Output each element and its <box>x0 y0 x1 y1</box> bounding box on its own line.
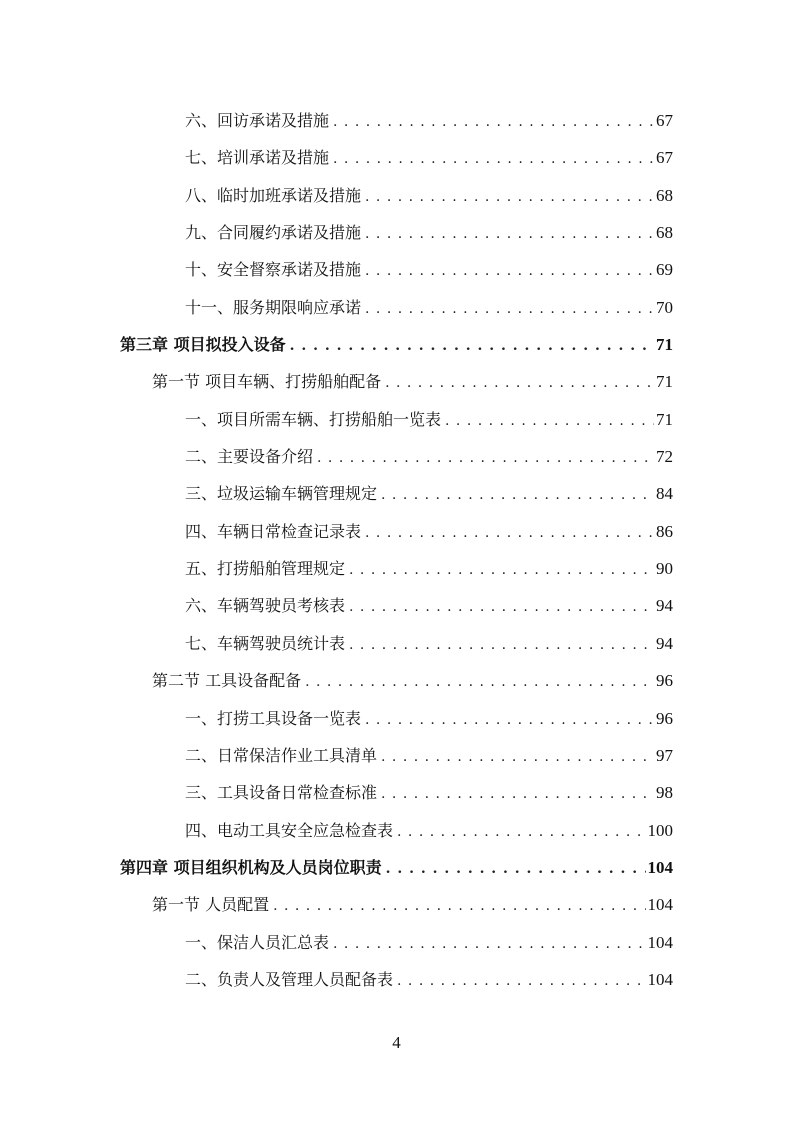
page-number: 4 <box>392 1033 401 1052</box>
toc-entry-title: 九、合同履约承诺及措施 <box>185 223 362 243</box>
toc-item-entry[interactable] <box>120 108 673 145</box>
dot-leader <box>349 599 654 615</box>
dot-leader <box>385 375 654 391</box>
toc-item-entry[interactable] <box>120 930 673 967</box>
toc-entry-page: 96 <box>656 671 673 691</box>
toc-entry-title: 二、日常保洁作业工具清单 <box>185 745 378 765</box>
dot-leader <box>445 413 654 429</box>
toc-entry-title: 八、临时加班承诺及措施 <box>185 185 362 205</box>
toc-section-entry[interactable] <box>120 892 673 929</box>
toc-entry-title: 六、回访承诺及措施 <box>185 111 330 130</box>
toc-item-entry[interactable] <box>120 556 673 593</box>
toc-entry-page: 100 <box>647 820 673 840</box>
toc-entry-title: 六、车辆驾驶员考核表 <box>185 596 346 616</box>
dot-leader <box>365 301 654 317</box>
toc-entry-title: 四、电动工具安全应急检查表 <box>185 820 394 840</box>
toc-entry-page: 94 <box>656 596 673 616</box>
dot-leader <box>365 525 654 541</box>
toc-section-entry[interactable] <box>120 369 673 406</box>
toc-entry-title: 十一、服务期限响应承诺 <box>185 297 362 317</box>
toc-entry-page: 71 <box>656 409 673 429</box>
dot-leader <box>365 712 654 728</box>
dot-leader <box>365 263 654 279</box>
toc-item-entry[interactable] <box>120 593 673 630</box>
toc-entry-page: 104 <box>647 932 673 952</box>
dot-leader <box>333 936 645 952</box>
toc-entry-page: 69 <box>656 260 673 280</box>
table-of-contents <box>120 108 673 1004</box>
toc-chapter-entry[interactable] <box>120 855 673 892</box>
toc-chapter-entry[interactable] <box>120 332 673 369</box>
dot-leader <box>317 450 654 466</box>
toc-entry-title: 七、车辆驾驶员统计表 <box>185 633 346 653</box>
toc-entry-page: 67 <box>656 111 673 130</box>
toc-item-entry[interactable] <box>120 743 673 780</box>
toc-item-entry[interactable] <box>120 183 673 220</box>
toc-entry-title: 二、主要设备介绍 <box>185 447 314 467</box>
toc-item-entry[interactable] <box>120 145 673 182</box>
dot-leader <box>365 189 654 205</box>
toc-entry-page: 104 <box>647 857 673 877</box>
dot-leader <box>349 562 654 578</box>
toc-entry-title: 四、车辆日常检查记录表 <box>185 521 362 541</box>
toc-entry-title: 五、打捞船舶管理规定 <box>185 559 346 579</box>
dot-leader <box>333 114 654 130</box>
toc-entry-page: 96 <box>656 708 673 728</box>
toc-item-entry[interactable] <box>120 967 673 1004</box>
toc-entry-title: 一、打捞工具设备一览表 <box>185 708 362 728</box>
toc-item-entry[interactable] <box>120 780 673 817</box>
toc-section-entry[interactable] <box>120 668 673 705</box>
dot-leader <box>381 487 654 503</box>
toc-item-entry[interactable] <box>120 257 673 294</box>
dot-leader <box>381 749 654 765</box>
toc-entry-title: 一、保洁人员汇总表 <box>185 932 330 952</box>
toc-item-entry[interactable] <box>120 706 673 743</box>
toc-entry-title: 第四章 项目组织机构及人员岗位职责 <box>120 857 382 877</box>
toc-item-entry[interactable] <box>120 519 673 556</box>
toc-entry-page: 70 <box>656 297 673 317</box>
toc-entry-page: 68 <box>656 185 673 205</box>
toc-entry-page: 67 <box>656 148 673 168</box>
dot-leader <box>397 973 645 989</box>
toc-item-entry[interactable] <box>120 818 673 855</box>
dot-leader <box>349 637 654 653</box>
toc-entry-page: 84 <box>656 484 673 504</box>
toc-entry-title: 十、安全督察承诺及措施 <box>185 260 362 280</box>
dot-leader <box>333 151 654 167</box>
toc-entry-title: 二、负责人及管理人员配备表 <box>185 969 394 989</box>
toc-item-entry[interactable] <box>120 481 673 518</box>
toc-entry-page: 72 <box>656 447 673 467</box>
toc-entry-page: 71 <box>656 372 673 392</box>
toc-entry-page: 68 <box>656 223 673 243</box>
toc-entry-page: 71 <box>656 335 673 355</box>
toc-item-entry[interactable] <box>120 631 673 668</box>
toc-entry-page: 86 <box>656 521 673 541</box>
toc-entry-title: 第一节 项目车辆、打捞船舶配备 <box>152 372 382 392</box>
toc-entry-title: 第二节 工具设备配备 <box>152 671 302 691</box>
toc-entry-title: 第三章 项目拟投入设备 <box>120 335 286 355</box>
dot-leader <box>305 674 654 690</box>
toc-entry-page: 97 <box>656 745 673 765</box>
toc-item-entry[interactable] <box>120 220 673 257</box>
toc-entry-title: 第一节 人员配置 <box>152 895 270 915</box>
toc-entry-title: 一、项目所需车辆、打捞船舶一览表 <box>185 409 442 429</box>
toc-item-entry[interactable] <box>120 295 673 332</box>
toc-entry-page: 104 <box>647 969 673 989</box>
dot-leader <box>381 786 654 802</box>
dot-leader <box>397 824 645 840</box>
dot-leader <box>365 226 654 242</box>
toc-entry-page: 90 <box>656 559 673 579</box>
toc-entry-page: 104 <box>647 895 673 915</box>
toc-item-entry[interactable] <box>120 444 673 481</box>
toc-entry-page: 98 <box>656 783 673 803</box>
dot-leader <box>386 861 646 877</box>
toc-entry-title: 三、垃圾运输车辆管理规定 <box>185 484 378 504</box>
toc-item-entry[interactable] <box>120 407 673 444</box>
dot-leader <box>273 898 645 914</box>
dot-leader <box>290 338 654 354</box>
toc-entry-page: 94 <box>656 633 673 653</box>
toc-entry-title: 七、培训承诺及措施 <box>185 148 330 168</box>
toc-entry-title: 三、工具设备日常检查标准 <box>185 783 378 803</box>
